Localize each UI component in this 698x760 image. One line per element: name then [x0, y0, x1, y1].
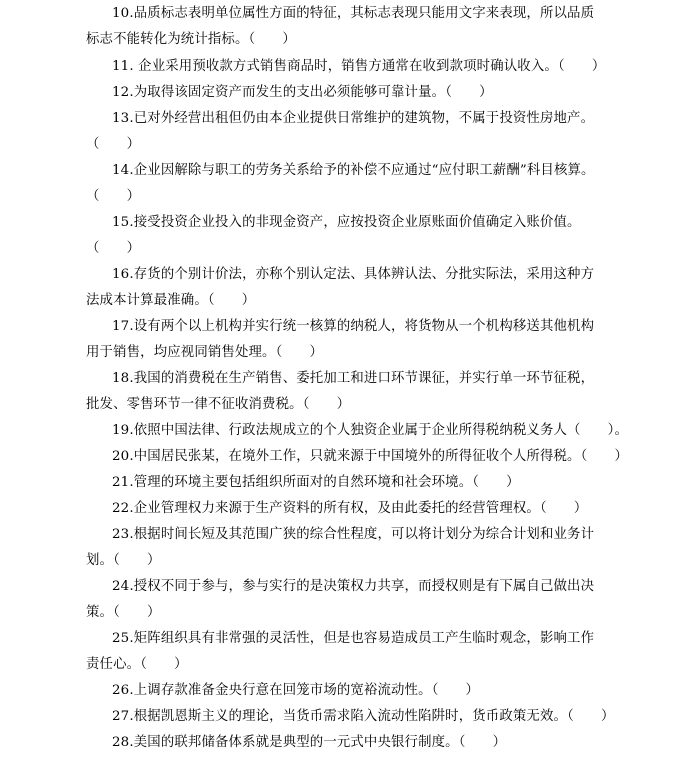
question-21-line-1: 21.管理的环境主要包括组织所面对的自然环境和社会环境。（ ）	[112, 475, 520, 490]
question-10-line-2: 标志不能转化为统计指标。（ ）	[86, 32, 296, 47]
question-13-line-2: （ ）	[86, 137, 141, 152]
question-11-line-1: 11. 企业采用预收款方式销售商品时，销售方通常在收到款项时确认收入。（ ）	[112, 59, 606, 74]
question-10-line-1: 10.品质标志表明单位属性方面的特征，其标志表现只能用文字来表现，所以品质	[112, 6, 595, 21]
question-23-line-2: 划。（ ）	[86, 553, 161, 568]
question-26-line-1: 26.上调存款准备金央行意在回笼市场的宽裕流动性。（ ）	[112, 683, 480, 698]
question-25-line-1: 25.矩阵组织具有非常强的灵活性，但是也容易造成员工产生临时观念，影响工作	[112, 631, 595, 646]
question-17-line-1: 17.设有两个以上机构并实行统一核算的纳税人，将货物从一个机构移送其他机构	[112, 319, 595, 334]
question-19-line-1: 19.依照中国法律、行政法规成立的个人独资企业属于企业所得税纳税义务人（ ）。	[112, 423, 629, 438]
question-16-line-1: 16.存货的个别计价法，亦称个别认定法、具体辨认法、分批实际法，采用这种方	[112, 267, 595, 282]
question-17-line-2: 用于销售，均应视同销售处理。（ ）	[86, 345, 324, 360]
question-24-line-1: 24.授权不同于参与，参与实行的是决策权力共享，而授权则是有下属自己做出决	[112, 579, 595, 594]
question-18-line-2: 批发、零售环节一律不征收消费税。（ ）	[86, 397, 351, 412]
question-24-line-2: 策。（ ）	[86, 605, 161, 620]
question-28-line-1: 28.美国的联邦储备体系就是典型的一元式中央银行制度。（ ）	[112, 735, 507, 750]
question-25-line-2: 责任心。（ ）	[86, 657, 188, 672]
question-13-line-1: 13.已对外经营出租但仍由本企业提供日常维护的建筑物，不属于投资性房地产。	[112, 111, 595, 126]
question-16-line-2: 法成本计算最准确。（ ）	[86, 293, 256, 308]
question-15-line-1: 15.接受投资企业投入的非现金资产，应按投资企业原账面价值确定入账价值。	[112, 215, 581, 230]
question-20-line-1: 20.中国居民张某，在境外工作，只就来源于中国境外的所得征收个人所得税。（ ）	[112, 449, 629, 464]
question-18-line-1: 18.我国的消费税在生产销售、委托加工和进口环节课征，并实行单一环节征税，	[112, 371, 595, 386]
question-14-line-2: （ ）	[86, 189, 141, 204]
question-27-line-1: 27.根据凯恩斯主义的理论，当货币需求陷入流动性陷阱时，货币政策无效。（ ）	[112, 709, 615, 724]
question-14-line-1: 14.企业因解除与职工的劳务关系给予的补偿不应通过“应付职工薪酬”科目核算。	[112, 163, 595, 178]
question-22-line-1: 22.企业管理权力来源于生产资料的所有权，及由此委托的经营管理权。（ ）	[112, 501, 588, 516]
question-15-line-2: （ ）	[86, 241, 141, 256]
question-12-line-1: 12.为取得该固定资产而发生的支出必须能够可靠计量。（ ）	[112, 85, 493, 100]
question-23-line-1: 23.根据时间长短及其范围广狭的综合性程度，可以将计划分为综合计划和业务计	[112, 527, 595, 542]
